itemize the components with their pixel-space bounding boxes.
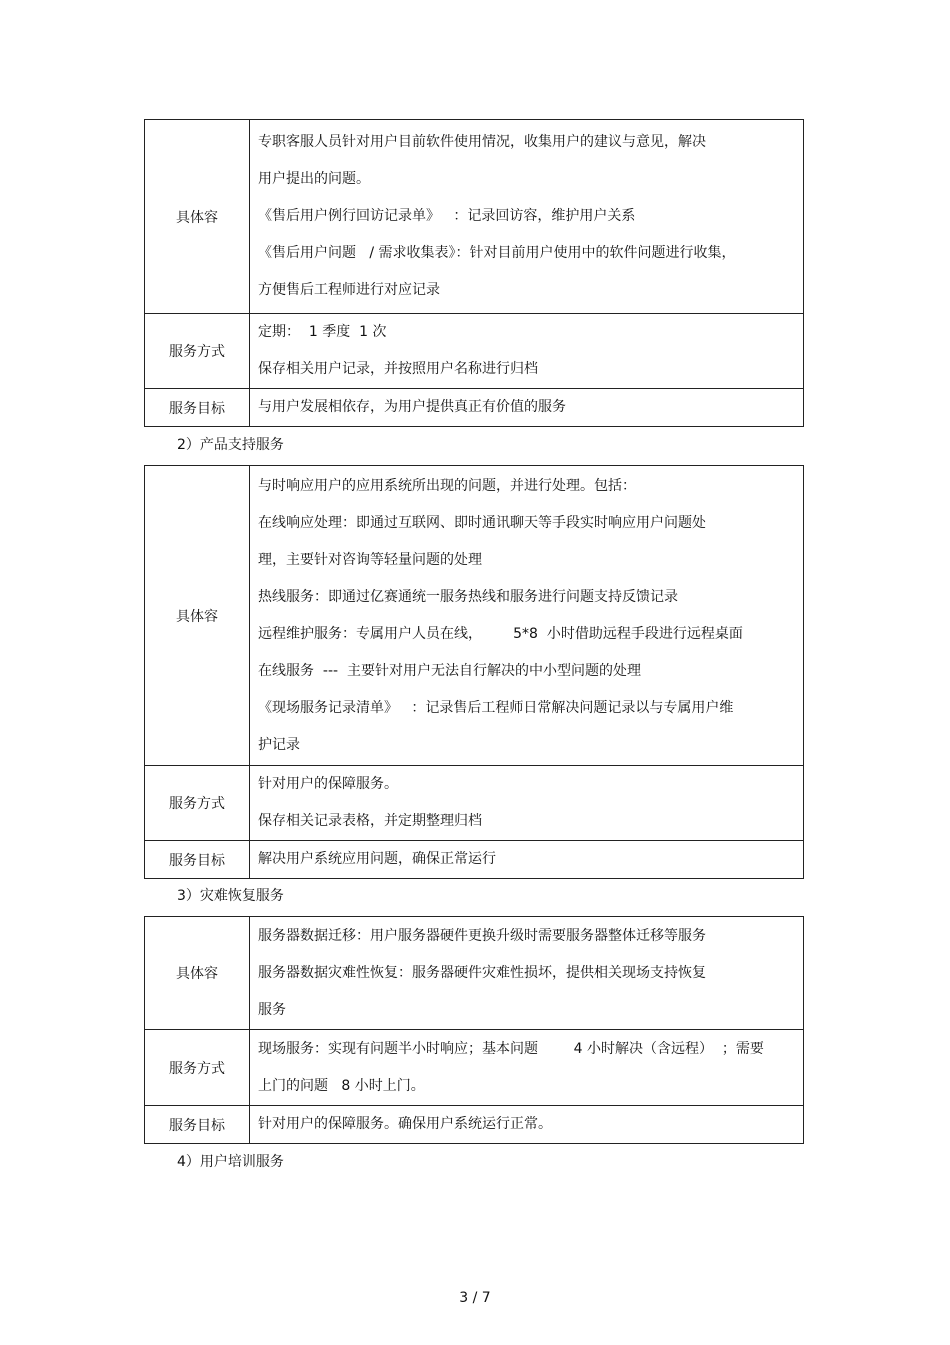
row-content [250, 466, 804, 766]
row-content [250, 314, 804, 389]
table-row [145, 120, 804, 314]
page-number: 3 / 7 [459, 1290, 491, 1306]
content-line: 热线服务：即通过亿赛通统一服务热线和服务进行问题支持反馈记录 [258, 588, 678, 605]
content-line: 定期： 1 季度 1 次 [258, 324, 387, 340]
row-content [250, 1106, 804, 1144]
row-label: 服务方式 [145, 314, 250, 389]
row-content [250, 841, 804, 879]
table-row [145, 1106, 804, 1144]
content-line: 专职客服人员针对用户目前软件使用情况，收集用户的建议与意见，解决 [258, 134, 706, 150]
content-line: 解决用户系统应用问题，确保正常运行 [258, 851, 496, 867]
content-line: 《售后用户问题 / 需求收集表》：针对目前用户使用中的软件问题进行收集， [258, 245, 736, 261]
service-table-2 [144, 465, 804, 879]
row-label: 服务方式 [145, 1030, 250, 1106]
table-row [145, 466, 804, 766]
content-line: 上门的问题 8 小时上门。 [258, 1077, 425, 1094]
content-line: 与用户发展相依存，为用户提供真正有价值的服务 [258, 399, 566, 415]
content-line: 针对用户的保障服务。确保用户系统运行正常。 [258, 1116, 552, 1132]
service-table-1 [144, 119, 804, 427]
row-content [250, 389, 804, 427]
row-content [250, 917, 804, 1030]
table-row [145, 314, 804, 389]
section-heading: 2）产品支持服务 [177, 437, 284, 453]
content-line: 方便售后工程师进行对应记录 [258, 282, 440, 298]
table-row [145, 1030, 804, 1106]
row-label: 具体容 [145, 917, 250, 1030]
service-table-3 [144, 916, 804, 1144]
row-label: 服务目标 [145, 841, 250, 879]
table-row [145, 917, 804, 1030]
content-line: 服务器数据迁移：用户服务器硬件更换升级时需要服务器整体迁移等服务 [258, 927, 706, 944]
table-row [145, 766, 804, 841]
section-heading: 3）灾难恢复服务 [177, 888, 284, 904]
content-line: 用户提出的问题。 [258, 171, 370, 187]
row-label: 具体容 [145, 120, 250, 314]
row-label: 服务目标 [145, 389, 250, 427]
row-label: 服务方式 [145, 766, 250, 841]
content-line: 保存相关用户记录，并按照用户名称进行归档 [258, 361, 538, 377]
content-line: 远程维护服务：专属用户人员在线， 5*8 小时借助远程手段进行远程桌面 [258, 625, 743, 642]
content-line: 针对用户的保障服务。 [258, 776, 398, 792]
content-line: 《售后用户例行回访记录单》 ：记录回访容，维护用户关系 [258, 208, 636, 224]
content-line: 在线响应处理：即通过互联网、即时通讯聊天等手段实时响应用户问题处 [258, 514, 706, 531]
content-line: 现场服务：实现有问题半小时响应；基本问题 4 小时解决（含远程） ；需要 [258, 1040, 764, 1057]
content-line: 护记录 [258, 736, 300, 753]
content-line: 服务器数据灾难性恢复：服务器硬件灾难性损坏，提供相关现场支持恢复 [258, 964, 706, 981]
row-content [250, 120, 804, 314]
row-label: 服务目标 [145, 1106, 250, 1144]
content-line: 理，主要针对咨询等轻量问题的处理 [258, 551, 482, 568]
table-row [145, 841, 804, 879]
content-line: 《现场服务记录清单》 ：记录售后工程师日常解决问题记录以与专属用户维 [258, 699, 734, 716]
row-content [250, 766, 804, 841]
section-heading: 4）用户培训服务 [177, 1154, 284, 1170]
content-line: 保存相关记录表格，并定期整理归档 [258, 813, 482, 829]
row-content [250, 1030, 804, 1106]
content-line: 服务 [258, 1001, 286, 1018]
table-row [145, 389, 804, 427]
content-line: 在线服务 --- 主要针对用户无法自行解决的中小型问题的处理 [258, 662, 641, 679]
row-label: 具体容 [145, 466, 250, 766]
content-line: 与时响应用户的应用系统所出现的问题，并进行处理。包括： [258, 477, 636, 494]
